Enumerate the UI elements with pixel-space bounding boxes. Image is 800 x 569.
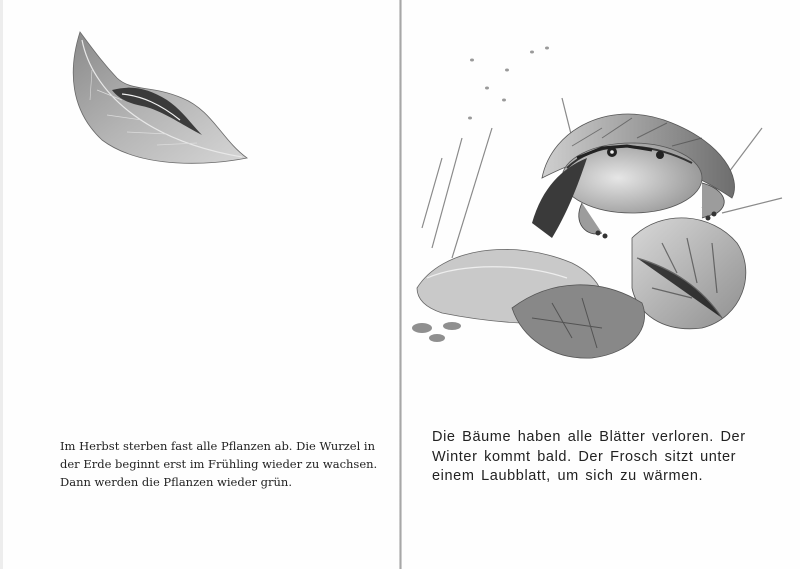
right-page-text: Die Bäume haben alle Blätter verloren. Der Winter kommt bald. Der Frosch sitzt unter einem Laubblatt, um sich zu wärmen.	[432, 429, 746, 484]
frog-under-leaf-illustration	[402, 28, 800, 378]
left-page-text: Im Herbst sterben fast alle Pflanzen ab. Die Wurzel in der Erde beginnt erst im Frühling wieder zu wachsen. Dann werden die Pflanzen wieder grün.	[60, 439, 378, 489]
page-edge	[0, 0, 3, 569]
falling-leaf-illustration	[62, 30, 262, 180]
right-page	[402, 0, 800, 569]
